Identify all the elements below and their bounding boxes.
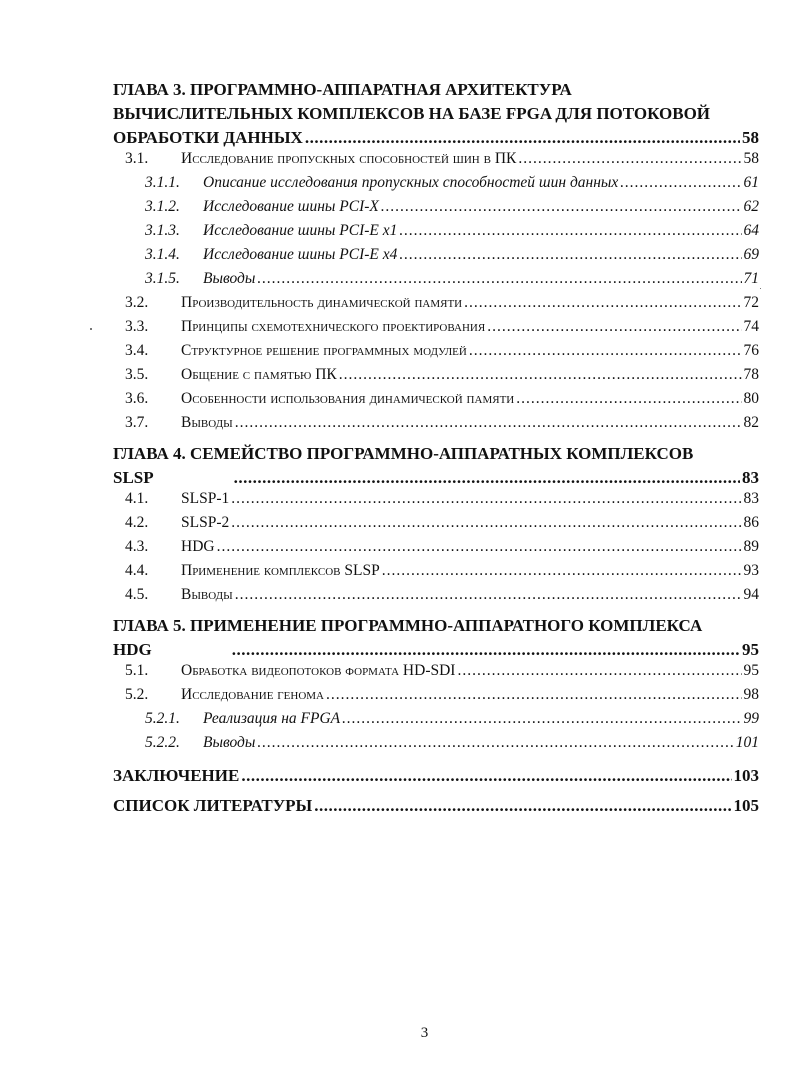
page-ref: 95 (743, 662, 759, 679)
entry-title: Выводы (181, 414, 233, 431)
dot-leader (241, 764, 731, 788)
page-ref: 93 (743, 562, 759, 579)
entry-number: 5.2.1. (145, 710, 180, 727)
page-ref: 64 (743, 222, 759, 239)
dot-leader (305, 126, 740, 150)
page-ref: 82 (743, 414, 759, 431)
toc-entry-5-2-1[interactable] (113, 710, 759, 734)
toc-entry-3-1-3[interactable] (113, 222, 759, 246)
entry-title: Исследование шины PCI-E x1 (203, 222, 398, 239)
chapter-heading-line: ЗАКЛЮЧЕНИЕ (113, 766, 240, 785)
chapter-heading-line: HDG (113, 640, 152, 659)
table-of-contents (113, 78, 759, 818)
entry-number: 3.1.3. (145, 222, 180, 239)
page-ref: 86 (743, 514, 759, 531)
toc-entry-3-4[interactable] (113, 342, 759, 366)
dot-leader (231, 490, 741, 508)
entry-title: Принципы схемотехнического проектирования (181, 318, 486, 335)
dot-leader (516, 390, 741, 408)
dot-leader (487, 318, 741, 336)
chapter-heading-line: ГЛАВА 5. ПРИМЕНЕНИЕ ПРОГРАММНО-АППАРАТНОГО КОМПЛЕКСА (113, 616, 703, 635)
dot-leader (469, 342, 742, 360)
page-ref: 69 (743, 246, 759, 263)
dot-leader (399, 246, 741, 264)
entry-number: 3.1. (125, 150, 149, 167)
page-ref: 71 (743, 270, 759, 287)
chapter-heading-line: ВЫЧИСЛИТЕЛЬНЫХ КОМПЛЕКСОВ НА БАЗЕ FPGA ДЛЯ ПОТОКОВОЙ (113, 104, 711, 123)
dot-leader (217, 538, 742, 556)
page-ref: 62 (743, 198, 759, 215)
toc-entry-4-3[interactable] (113, 538, 759, 562)
dot-leader (257, 734, 733, 752)
entry-number: 5.2. (125, 686, 149, 703)
dot-leader (381, 198, 742, 216)
chapter-heading-line: ГЛАВА 3. ПРОГРАММНО-АППАРАТНАЯ АРХИТЕКТУРА (113, 80, 572, 99)
chapter-heading-line: ГЛАВА 4. СЕМЕЙСТВО ПРОГРАММНО-АППАРАТНЫХ КОМПЛЕКСОВ (113, 444, 694, 463)
scan-speck (90, 328, 92, 330)
page-number: 3 (420, 1025, 429, 1041)
entry-number: 3.6. (125, 390, 149, 407)
entry-number: 5.1. (125, 662, 149, 679)
dot-leader (235, 586, 742, 604)
page-ref: 78 (743, 366, 759, 383)
chapter-heading-line: СПИСОК ЛИТЕРАТУРЫ (113, 796, 313, 815)
dot-leader (257, 270, 741, 288)
dot-leader (457, 662, 741, 680)
toc-entry-3-5[interactable] (113, 366, 759, 390)
scan-speck (760, 288, 761, 289)
entry-title: Общение с памятью ПК (181, 366, 337, 383)
entry-number: 3.5. (125, 366, 149, 383)
entry-number: 4.1. (125, 490, 149, 507)
chapter-heading-line: SLSP (113, 468, 154, 487)
entry-title: Обработка видеопотоков формата HD-SDI (181, 662, 456, 679)
dot-leader (326, 686, 742, 704)
entry-title: SLSP-1 (181, 490, 230, 507)
entry-title: SLSP-2 (181, 514, 230, 531)
entry-number: 3.4. (125, 342, 149, 359)
entry-number: 3.1.2. (145, 198, 180, 215)
page-ref: 74 (743, 318, 759, 335)
entry-title: Исследование шины PCI-X (203, 198, 379, 215)
toc-entry-4-5[interactable] (113, 586, 759, 610)
entry-number: 4.4. (125, 562, 149, 579)
page-ref: 83 (743, 490, 759, 507)
dot-leader (231, 514, 741, 532)
page-ref: 80 (743, 390, 759, 407)
chapter-heading-line: ОБРАБОТКИ ДАННЫХ (113, 128, 303, 147)
dot-leader (234, 466, 740, 490)
page-ref: 94 (743, 586, 759, 603)
conclusion-heading[interactable] (113, 764, 759, 788)
entry-title: Реализация на FPGA (203, 710, 341, 727)
entry-title: Особенности использования динамической памяти (181, 390, 515, 407)
page-ref: 89 (743, 538, 759, 555)
toc-entry-3-3[interactable] (113, 318, 759, 342)
toc-entry-4-4[interactable] (113, 562, 759, 586)
dot-leader (518, 150, 741, 168)
page-ref: 76 (743, 342, 759, 359)
entry-title: Производительность динамической памяти (181, 294, 463, 311)
dot-leader (342, 710, 741, 728)
entry-number: 3.1.5. (145, 270, 180, 287)
page-ref: 98 (743, 686, 759, 703)
toc-entry-3-1-5[interactable] (113, 270, 759, 294)
entry-title: HDG (181, 538, 215, 555)
toc-entry-4-1[interactable] (113, 490, 759, 514)
entry-number: 5.2.2. (145, 734, 180, 751)
page-ref: 101 (735, 734, 759, 751)
entry-number: 4.2. (125, 514, 149, 531)
dot-leader (235, 414, 742, 432)
chapter-4-heading[interactable] (113, 442, 759, 490)
page-ref: 105 (733, 796, 759, 815)
page-ref: 95 (742, 640, 759, 659)
entry-number: 3.2. (125, 294, 149, 311)
page-ref: 72 (743, 294, 759, 311)
toc-entry-3-6[interactable] (113, 390, 759, 414)
entry-title: Применение комплексов SLSP (181, 562, 380, 579)
references-heading[interactable] (113, 794, 759, 818)
entry-number: 4.3. (125, 538, 149, 555)
toc-entry-3-1-4[interactable] (113, 246, 759, 270)
entry-number: 3.1.4. (145, 246, 180, 263)
toc-entry-5-2[interactable] (113, 686, 759, 710)
dot-leader (232, 638, 740, 662)
entry-number: 3.3. (125, 318, 149, 335)
toc-entry-5-1[interactable] (113, 662, 759, 686)
toc-entry-3-7[interactable] (113, 414, 759, 438)
entry-title: Описание исследования пропускных способностей шин данных (203, 174, 619, 191)
dot-leader (314, 794, 731, 818)
entry-number: 3.1.1. (145, 174, 180, 191)
entry-title: Выводы (203, 270, 256, 287)
entry-title: Выводы (203, 734, 256, 751)
toc-entry-5-2-2[interactable] (113, 734, 759, 758)
toc-entry-3-1-1[interactable] (113, 174, 759, 198)
page-ref: 83 (742, 468, 759, 487)
dot-leader (464, 294, 741, 312)
toc-entry-3-2[interactable] (113, 294, 759, 318)
entry-title: Выводы (181, 586, 233, 603)
chapter-5-heading[interactable] (113, 614, 759, 662)
dot-leader (339, 366, 742, 384)
toc-entry-3-1[interactable] (113, 150, 759, 174)
entry-number: 4.5. (125, 586, 149, 603)
page-ref: 99 (743, 710, 759, 727)
entry-title: Исследование шины PCI-E x4 (203, 246, 398, 263)
entry-title: Исследование пропускных способностей шин в ПК (181, 150, 517, 167)
dot-leader (620, 174, 741, 192)
dot-leader (399, 222, 741, 240)
dot-leader (382, 562, 742, 580)
page-ref: 58 (742, 128, 759, 147)
entry-title: Исследование генома (181, 686, 324, 703)
page-ref: 58 (743, 150, 759, 167)
toc-entry-3-1-2[interactable] (113, 198, 759, 222)
page-ref: 103 (733, 766, 759, 785)
entry-number: 3.7. (125, 414, 149, 431)
chapter-3-heading[interactable] (113, 78, 759, 150)
entry-title: Структурное решение программных модулей (181, 342, 467, 359)
page-ref: 61 (743, 174, 759, 191)
toc-entry-4-2[interactable] (113, 514, 759, 538)
